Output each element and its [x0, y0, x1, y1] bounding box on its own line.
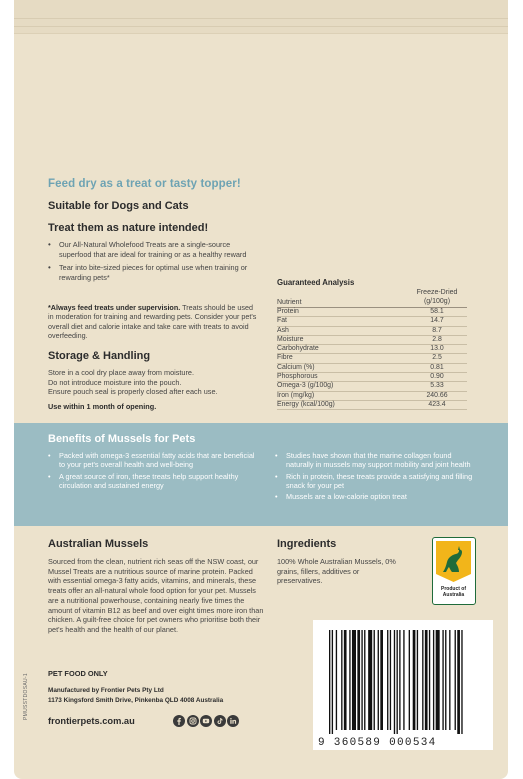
storage-line: Store in a cool dry place away from moisture.: [48, 368, 194, 377]
manufacturer-line: Manufactured by Frontier Pets Pty Ltd: [48, 687, 164, 694]
pet-food-only-label: PET FOOD ONLY: [48, 669, 108, 678]
barcode-icon: [325, 630, 485, 734]
list-item: • Rich in protein, these treats provide a satisfying and filling snack for your pet: [275, 472, 480, 491]
table-row: [277, 327, 467, 336]
product-code: PMUSSTDOSAU-1: [23, 673, 29, 720]
storage-text: [48, 368, 263, 397]
table-row: [277, 336, 467, 345]
treat-heading: Treat them as nature intended!: [48, 222, 209, 234]
nutrient-value: 58.1: [430, 308, 444, 315]
nutrient-value: 240.66: [426, 391, 448, 399]
nutrient-value: 5.33: [430, 382, 444, 390]
table-row: [277, 373, 467, 382]
seal-line: [14, 26, 508, 27]
analysis-header: [277, 288, 467, 307]
storage-line: Do not introduce moisture into the pouch.: [48, 377, 182, 387]
linkedin-icon: [227, 715, 239, 727]
nutrient-name: Fibre: [277, 354, 293, 362]
supervision-note: [48, 303, 258, 341]
nutrient-name: Energy (kcal/100g): [277, 400, 335, 408]
benefits-title: Benefits of Mussels for Pets: [48, 433, 196, 445]
badge-line2: Australia: [442, 592, 465, 598]
nutrient-value: 2.8: [432, 335, 442, 343]
table-row: [277, 382, 467, 391]
nutrient-value: 0.81: [430, 363, 444, 371]
australian-mussels-heading: Australian Mussels: [48, 538, 149, 550]
table-row: [277, 317, 467, 326]
nutrient-name: Ash: [277, 326, 289, 334]
suitable-heading: Suitable for Dogs and Cats: [48, 200, 189, 212]
storage-use-note: Use within 1 month of opening.: [48, 402, 157, 411]
nutrient-value: 423.4: [428, 400, 446, 408]
list-item: • A great source of iron, these treats help support healthy circulation and sustained energy: [48, 472, 258, 491]
benefits-list-right: [275, 451, 480, 503]
analysis-title: Guaranteed Analysis: [277, 278, 355, 287]
list-item: • Studies have shown that the marine collagen found naturally in mussels may support mobility and joint health: [275, 451, 480, 470]
nutrient-name: Moisture: [277, 335, 304, 343]
storage-heading: Storage & Handling: [48, 350, 151, 362]
nutrient-name: Fat: [277, 317, 287, 325]
analysis-col-value: [407, 289, 467, 306]
tiktok-icon: [214, 715, 226, 727]
nutrient-name: Iron (mg/kg): [277, 391, 315, 399]
table-row: [277, 401, 467, 410]
seal-line: [14, 18, 508, 19]
table-row: [277, 308, 467, 317]
nutrient-value: 0.90: [430, 373, 444, 381]
analysis-col-nutrient: Nutrient: [277, 299, 302, 306]
instagram-icon: [187, 715, 199, 727]
website-url: frontierpets.com.au: [48, 716, 135, 726]
supervision-note-text: Treats should be used in moderation for training and rewarding pets. Consider your pet's overall diet and calorie intake and take care with treats to avoid overfeeding.: [48, 303, 257, 341]
analysis-col-value-line2: (g/100g): [423, 297, 451, 305]
manufacturer-address: 1173 Kingsford Smith Drive, Pinkenba QLD 4008 Australia: [48, 696, 224, 704]
nutrient-name: Calcium (%): [277, 363, 315, 371]
table-row: [277, 364, 467, 373]
nutrient-name: Carbohydrate: [277, 345, 319, 353]
analysis-col-value-line1: Freeze-Dried: [416, 289, 458, 296]
list-item: • Mussels are a low-calorie option treat: [275, 492, 480, 501]
benefits-list-left: [48, 451, 258, 492]
table-row: [277, 392, 467, 401]
treat-bullets: [48, 240, 258, 286]
nutrient-value: 8.7: [432, 326, 442, 334]
storage-line: Ensure pouch seal is properly closed after each use.: [48, 387, 218, 397]
kangaroo-logo-icon: [433, 538, 474, 584]
pouch-seal-strip: [14, 0, 508, 34]
ingredients-heading: Ingredients: [277, 538, 337, 550]
nutrient-value: 2.5: [432, 354, 442, 362]
social-icons: [173, 715, 239, 727]
badge-line1: Product of: [441, 586, 466, 592]
nutrient-value: 14.7: [430, 317, 444, 325]
supervision-note-bold: *Always feed treats under supervision.: [48, 303, 181, 312]
facebook-icon: [173, 715, 185, 727]
barcode-number: 9 360589 000534: [318, 737, 437, 749]
tagline: Feed dry as a treat or tasty topper!: [48, 178, 241, 190]
australian-mussels-text: Sourced from the clean, nutrient rich seas off the NSW coast, our Mussel Treats are a nutritious source of marine protein. Packed with essential omega-3 fatty acids, vitamins, and minerals, these treats offer an all-natural whole food option for your pet. Mussels are a nutritional powerhouse, containing nearly five times the amount of vitamin B12 as beef and over eight times more iron than chicken. A guilt-free choice for pet owners who prioritise both their pet's health and the health of our planet.: [48, 557, 264, 634]
list-item: • Packed with omega-3 essential fatty acids that are beneficial to your pet's overall health and well-being: [48, 451, 258, 470]
table-row: [277, 345, 467, 354]
product-of-australia-badge: [432, 537, 476, 605]
nutrient-name: Omega-3 (g/100g): [277, 382, 334, 390]
guaranteed-analysis-table: [277, 278, 467, 410]
analysis-rows: [277, 307, 467, 410]
nutrient-name: Protein: [277, 308, 299, 315]
list-item: • Tear into bite-sized pieces for optimal use when training or rewarding pets*: [48, 263, 258, 282]
nutrient-name: Phosphorous: [277, 373, 318, 381]
nutrient-value: 13.0: [430, 345, 444, 353]
list-item: • Our All-Natural Wholefood Treats are a single-source superfood that are ideal for training or as a healthy reward: [48, 240, 258, 259]
table-row: [277, 354, 467, 363]
manufacturer-info: [48, 686, 223, 705]
youtube-icon: [200, 715, 212, 727]
ingredients-text: 100% Whole Australian Mussels, 0% grains, fillers, additives or preservatives.: [277, 557, 396, 586]
